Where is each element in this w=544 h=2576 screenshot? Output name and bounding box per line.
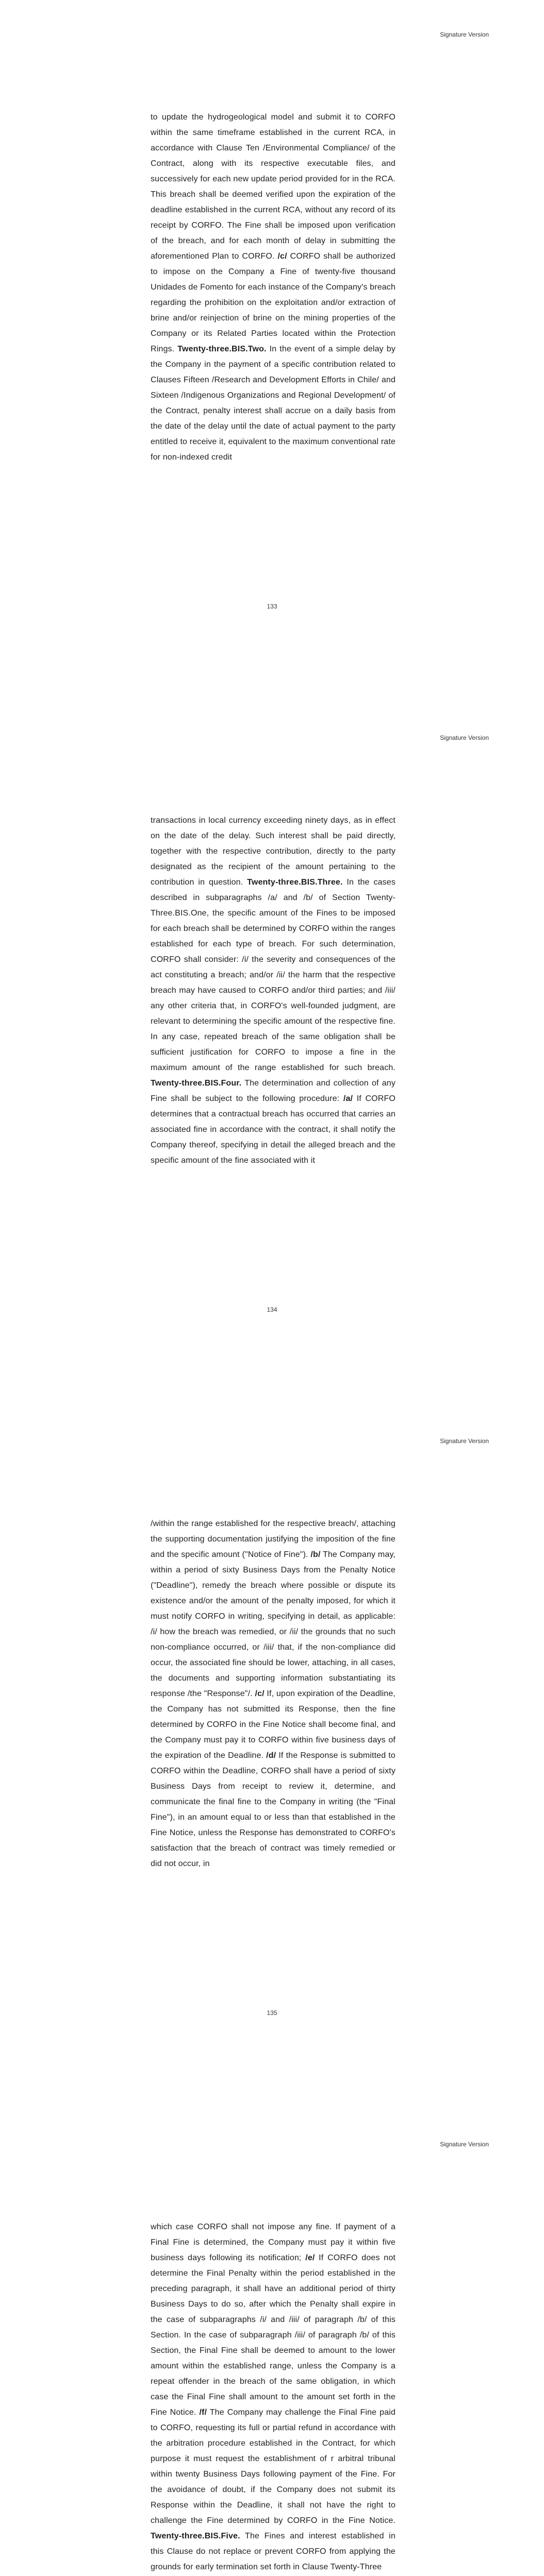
page-number: 135 [267,2009,277,2016]
text-segment: The Company may, within a period of sixty Business Days from the Penalty Notice ("Deadline"), remedy the breach where possible or dispute its existence and/or the amount of the penalty imposed, for which it must notify CORFO in writing, specifying in detail, as applicable: /i/ how the breach was remedied, or /ii/ the grounds that no such non-compliance occurred, or /iii/ that, if the non-compliance did occur, the associated fine should be lower, attaching, in all cases, the documents and supporting information substantiating its response /the "Response"/. [151,1550,395,1698]
text-segment: The Company may challenge the Final Fine paid to CORFO, requesting its full or partial refund in accordance with the arbitration procedure established in the Contract, for which purpose it must request the establishment of r arbitral tribunal within twenty Business Days following payment of the Fine. For the avoidance of doubt, if the Company does not submit its Response within the Deadline, it shall not have the right to challenge the Fine determined by CORFO in the Fine Notice. [151,2408,396,2525]
page-header: Signature Version [440,2141,489,2148]
text-segment: /within the range established for the respective breach/, attaching the supporting documentation justifying the imposition of the fine and the specific amount ("Notice of Fine"). [151,1519,395,1559]
bold-text-segment: /b/ [310,1550,321,1559]
text-segment: The determination and collection of any Fine shall be subject to the following procedure: [151,1079,395,1103]
text-segment: If the Response is submitted to CORFO within the Deadline, CORFO shall have a period of sixty Business Days from receipt to review it, determine, and communicate the final fine to the Company in writing (the "Final Fine"), in an amount equal to or less than that established in the Fine Notice, unless the Response has demonstrated to CORFO's satisfaction that the breach of contract was timely remedied or did not occur, in [151,1751,395,1868]
page-body [151,1516,395,1872]
page-body [151,2219,395,2575]
page-header: Signature Version [440,734,489,741]
bold-text-segment: Twenty-three.BIS.Two. [177,345,267,353]
page [0,703,544,1406]
page [0,0,544,703]
text-segment: If CORFO does not determine the Final Penalty within the period established in the preceding paragraph, it shall have an additional period of thirty Business Days to do so, after which the Penalty shall expire in the case of subparagraphs /i/ and /iii/ of paragraph /b/ of this Section. In the case of subparagraph /iii/ of paragraph /b/ of this Section, the Final Fine shall be deemed to amount to the lower amount within the established range, unless the Company is a repeat offender in the breach of the same obligation, in which case the Final Fine shall amount to the amount set forth in the Fine Notice. [151,2253,395,2417]
text-segment: If, upon expiration of the Deadline, the Company has not submitted its Response, then the fine determined by CORFO in the Fine Notice shall become final, and the Company must pay it to CORFO within five business days of the expiration of the Deadline. [151,1689,395,1760]
text-segment: which case CORFO shall not impose any fine. If payment of a Final Fine is determined, the Company must pay it within five business days following its notification; [151,2223,395,2262]
page-body [151,813,395,1168]
page [0,2110,544,2576]
text-segment: CORFO shall be authorized to impose on the Company a Fine of twenty-five thousand Unidades de Fomento for each instance of the Company's breach regarding the prohibition on the exploitation and/or extraction of brine and/or reinjection of brine on the mining properties of the Company or its Related Parties located within the Protection Rings. [151,252,395,353]
page-body [151,110,395,465]
bold-text-segment: /e/ [305,2253,315,2262]
bold-text-segment: /c/ [255,1689,265,1698]
text-segment: In the cases described in subparagraphs /a/ and /b/ of Section Twenty-Three.BIS.One, the specific amount of the Fines to be imposed for each breach shall be determined by CORFO within the ranges established for each type of breach. For such determination, CORFO shall consider: /i/ the severity and consequences of the act constituting a breach; and/or /ii/ the harm that the respective breach may have caused to CORFO and/or third parties; and /iii/ any other criteria that, in CORFO's well-founded judgment, are relevant to determining the specific amount of the respective fine. In any case, repeated breach of the same obligation shall be sufficient justification for CORFO to impose a fine in the maximum amount of the range established for such breach. [151,878,395,1072]
bold-text-segment: Twenty-three.BIS.Five. [151,2532,240,2540]
bold-text-segment: Twenty-three.BIS.Three. [247,878,343,887]
text-segment: In the event of a simple delay by the Company in the payment of a specific contribution related to Clauses Fifteen /Research and Development Efforts in Chile/ and Sixteen /Indigenous Organizations and Regional Development/ of the Contract, penalty interest shall accrue on a daily basis from the date of the delay until the date of actual payment to the party entitled to receive it, equivalent to the maximum conventional rate for non-indexed credit [151,345,395,462]
page-number: 133 [267,603,277,610]
bold-text-segment: Twenty-three.BIS.Four. [151,1079,242,1088]
page-number: 134 [267,1306,277,1313]
text-segment: to update the hydrogeological model and submit it to CORFO within the same timeframe established in the current RCA, in accordance with Clause Ten /Environmental Compliance/ of the Contract, along with its respective executable files, and successively for each new update period provided for in the RCA. This breach shall be deemed verified upon the expiration of the deadline established in the current RCA, without any record of its receipt by CORFO. The Fine shall be imposed upon verification of the breach, and for each month of delay in submitting the aforementioned Plan to CORFO. [151,113,395,261]
bold-text-segment: /d/ [266,1751,276,1760]
page-header: Signature Version [440,1437,489,1445]
page [0,1406,544,2110]
page-header: Signature Version [440,31,489,38]
text-segment: The Fines and interest established in this Clause do not replace or prevent CORFO from applying the grounds for early termination set forth in Clause Twenty-Three [151,2532,395,2571]
bold-text-segment: /c/ [277,252,287,261]
bold-text-segment: /f/ [199,2408,207,2417]
text-segment: transactions in local currency exceeding ninety days, as in effect on the date of the delay. Such interest shall be paid directly, together with the respective contribution, directly to the party designated as the recipient of the amount pertaining to the contribution in question. [151,816,395,887]
text-segment: If CORFO determines that a contractual breach has occurred that carries an associated fine in accordance with the contract, it shall notify the Company thereof, specifying in detail the alleged breach and the specific amount of the fine associated with it [151,1094,395,1165]
bold-text-segment: /a/ [343,1094,353,1103]
